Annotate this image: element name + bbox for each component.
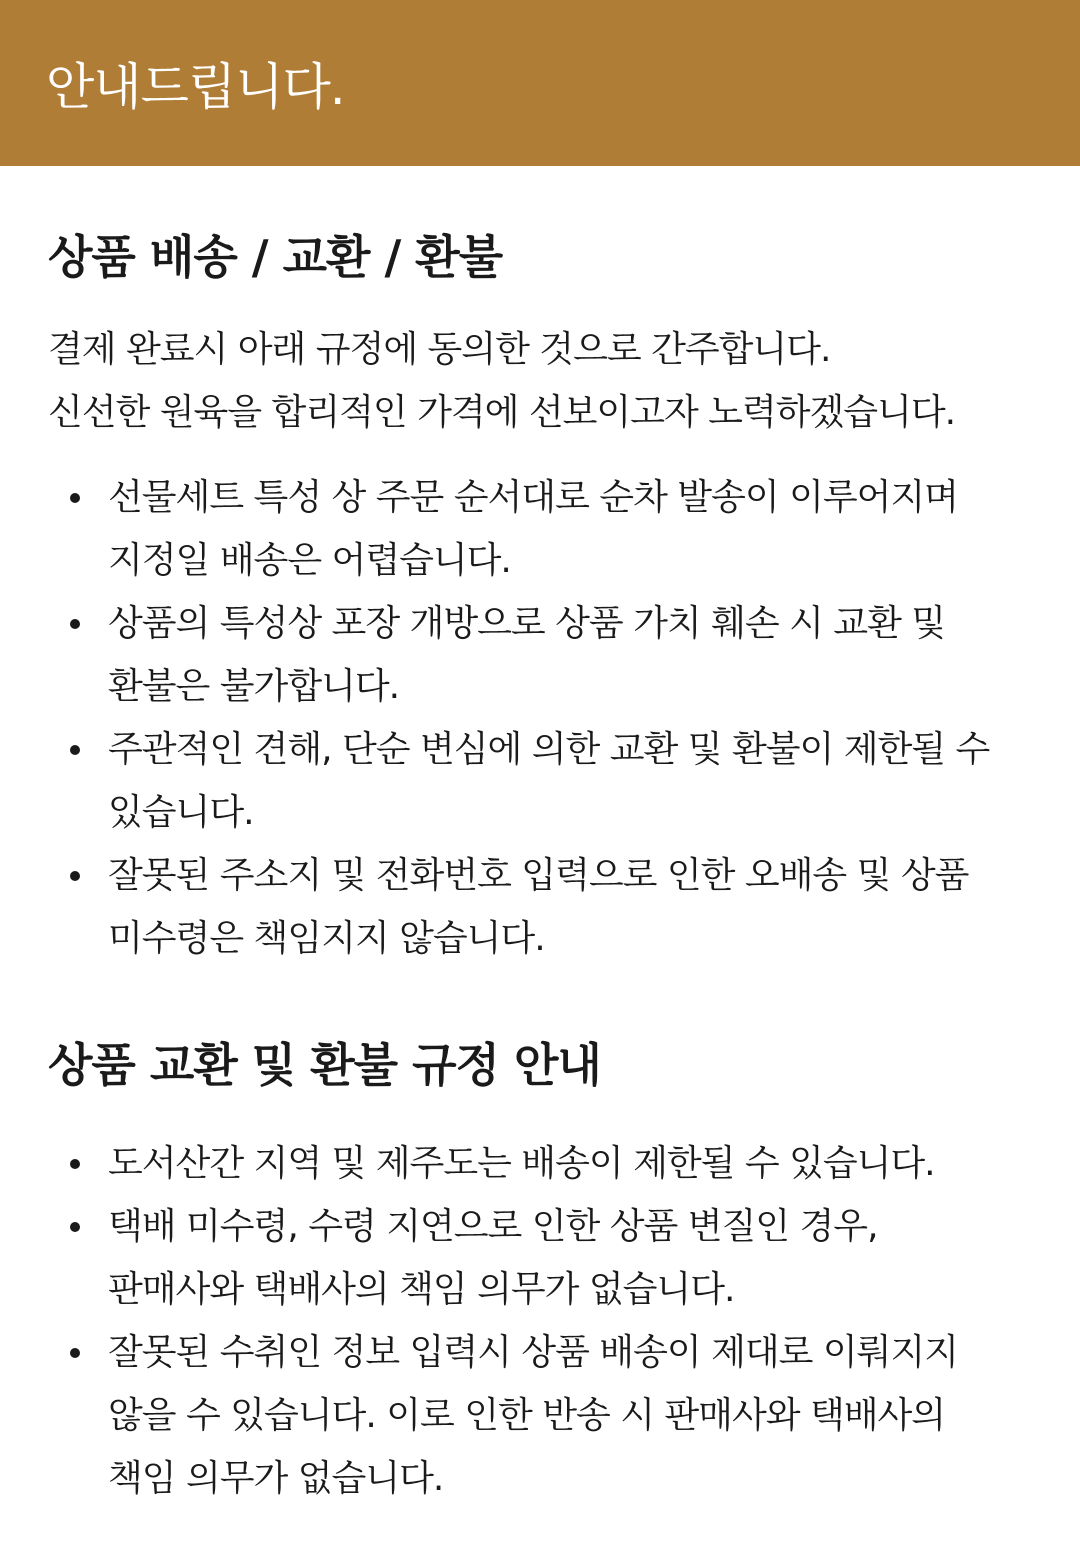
bullet-dot-icon [70, 1222, 80, 1232]
section-title-shipping: 상품 배송 / 교환 / 환불 [48, 230, 503, 284]
page-title: 안내드립니다. [46, 58, 345, 116]
intro-line: 신선한 원육을 합리적인 가격에 선보이고자 노력하겠습니다. [48, 392, 956, 433]
bullet-dot-icon [70, 745, 80, 755]
list-item-line: 잘못된 주소지 및 전화번호 입력으로 인한 오배송 및 상품 [108, 855, 969, 896]
list-item-line: 주관적인 견해, 단순 변심에 의한 교환 및 환불이 제한될 수 [108, 729, 990, 770]
list-item [48, 718, 1032, 844]
list-item-line: 책임 의무가 없습니다. [108, 1458, 444, 1499]
shipping-policy-list [48, 466, 1032, 970]
refund-policy-list [48, 1132, 1032, 1510]
list-item-line: 판매사와 택배사의 책임 의무가 없습니다. [108, 1269, 735, 1310]
section-title-refund-policy: 상품 교환 및 환불 규정 안내 [48, 1038, 601, 1092]
list-item [48, 1321, 1032, 1510]
list-item-line: 도서산간 지역 및 제주도는 배송이 제한될 수 있습니다. [108, 1143, 935, 1184]
bullet-dot-icon [70, 871, 80, 881]
intro-line: 결제 완료시 아래 규정에 동의한 것으로 간주합니다. [48, 329, 831, 370]
list-item [48, 844, 1032, 970]
content [0, 166, 1080, 1510]
bullet-dot-icon [70, 1348, 80, 1358]
list-item-line: 선물세트 특성 상 주문 순서대로 순차 발송이 이루어지며 [108, 477, 958, 518]
list-item-line: 않을 수 있습니다. 이로 인한 반송 시 판매사와 택배사의 [108, 1395, 946, 1436]
list-item-line: 잘못된 수취인 정보 입력시 상품 배송이 제대로 이뤄지지 [108, 1332, 958, 1373]
list-item-line: 상품의 특성상 포장 개방으로 상품 가치 훼손 시 교환 및 [108, 603, 946, 644]
list-item [48, 1132, 1032, 1195]
list-item [48, 592, 1032, 718]
bullet-dot-icon [70, 619, 80, 629]
list-item [48, 466, 1032, 592]
list-item [48, 1195, 1032, 1321]
list-item-line: 택배 미수령, 수령 지연으로 인한 상품 변질인 경우, [108, 1206, 878, 1247]
list-item-line: 미수령은 책임지지 않습니다. [108, 918, 545, 959]
list-item-line: 있습니다. [108, 792, 254, 833]
list-item-line: 환불은 불가합니다. [108, 666, 400, 707]
list-item-line: 지정일 배송은 어렵습니다. [108, 540, 511, 581]
bullet-dot-icon [70, 1159, 80, 1169]
intro-text [48, 318, 1032, 444]
bullet-dot-icon [70, 493, 80, 503]
header-bar [0, 0, 1080, 166]
